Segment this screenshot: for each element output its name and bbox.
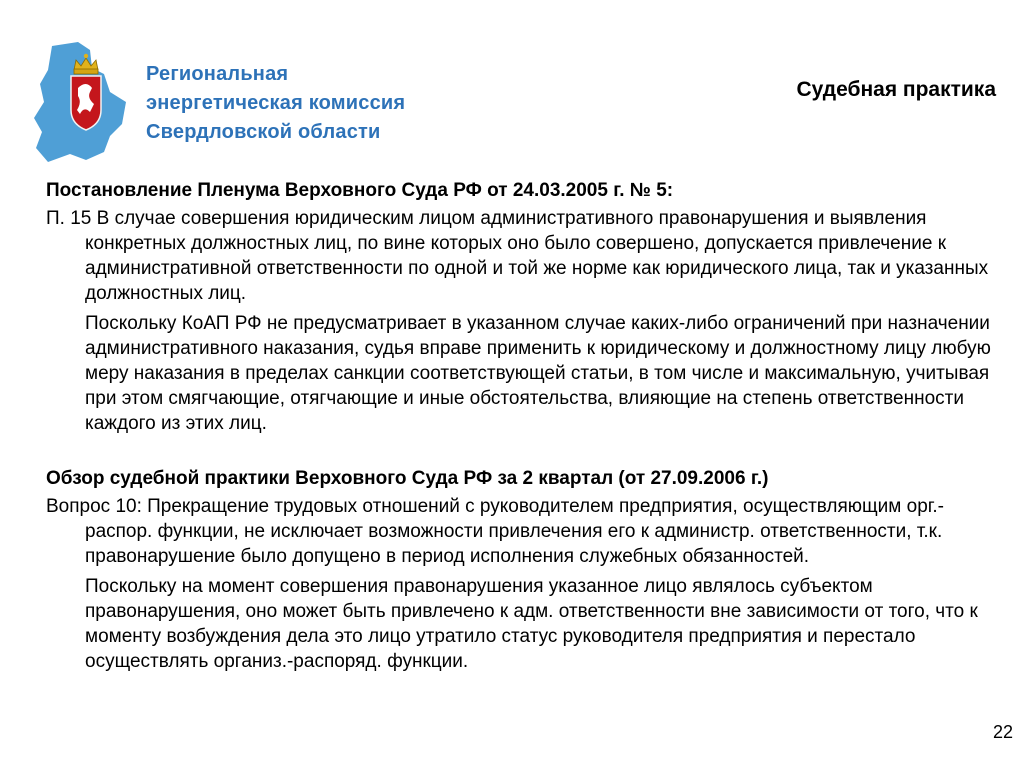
paragraph-koap: Поскольку КоАП РФ не предусматривает в указанном случае каких-либо ограничений при назначении административного наказания, судья вправе применить к юридическому и должностному лицу любую меру наказания в пределах санкции соответствующей статьи, в том числе и максимальную, учитывая при этом смягчающие, отягчающие и иные обстоятельства, влияющие на степень ответственности каждого из этих лиц. xyxy=(85,313,991,434)
org-name-line: энергетическая комиссия xyxy=(146,92,406,114)
region-logo xyxy=(30,40,130,165)
org-name-line: Свердловской области xyxy=(146,121,381,143)
paragraph-subject: Поскольку на момент совершения правонарушения указанное лицо являлось субъектом правонарушения, оно может быть привлечено к адм. ответственности вне зависимости от того, что к моменту возбуждения дела это лицо утратило статус руководителя предприятия и перестало осуществлять организ.-распоряд. функции. xyxy=(85,576,978,672)
organization-name xyxy=(146,60,405,147)
section-title-plenum: Постановление Пленума Верховного Суда РФ от 24.03.2005 г. № 5: xyxy=(46,180,674,201)
paragraph-question-10: Вопрос 10: Прекращение трудовых отношений с руководителем предприятия, осуществляющим орг.-распор. функции, не исключает возможности привлечения его к администр. ответственности, т.к. правонарушение было допущено в период исполнения служебных обязанностей. xyxy=(46,496,944,567)
org-name-line: Региональная xyxy=(146,63,289,85)
slide-title: Судебная практика xyxy=(796,78,996,101)
coat-of-arms-shield xyxy=(71,76,101,130)
slide-content xyxy=(46,178,996,674)
page-number: 22 xyxy=(992,722,1013,742)
section-title-review: Обзор судебной практики Верховного Суда РФ за 2 квартал (от 27.09.2006 г.) xyxy=(46,468,769,489)
paragraph-p15: П. 15 В случае совершения юридическим лицом административного правонарушения и выявления конкретных должностных лиц, по вине которых оно было совершено, допускается привлечение к административной ответственности по одной и той же норме как юридического лица, так и указанных должностных лиц. xyxy=(46,208,989,304)
